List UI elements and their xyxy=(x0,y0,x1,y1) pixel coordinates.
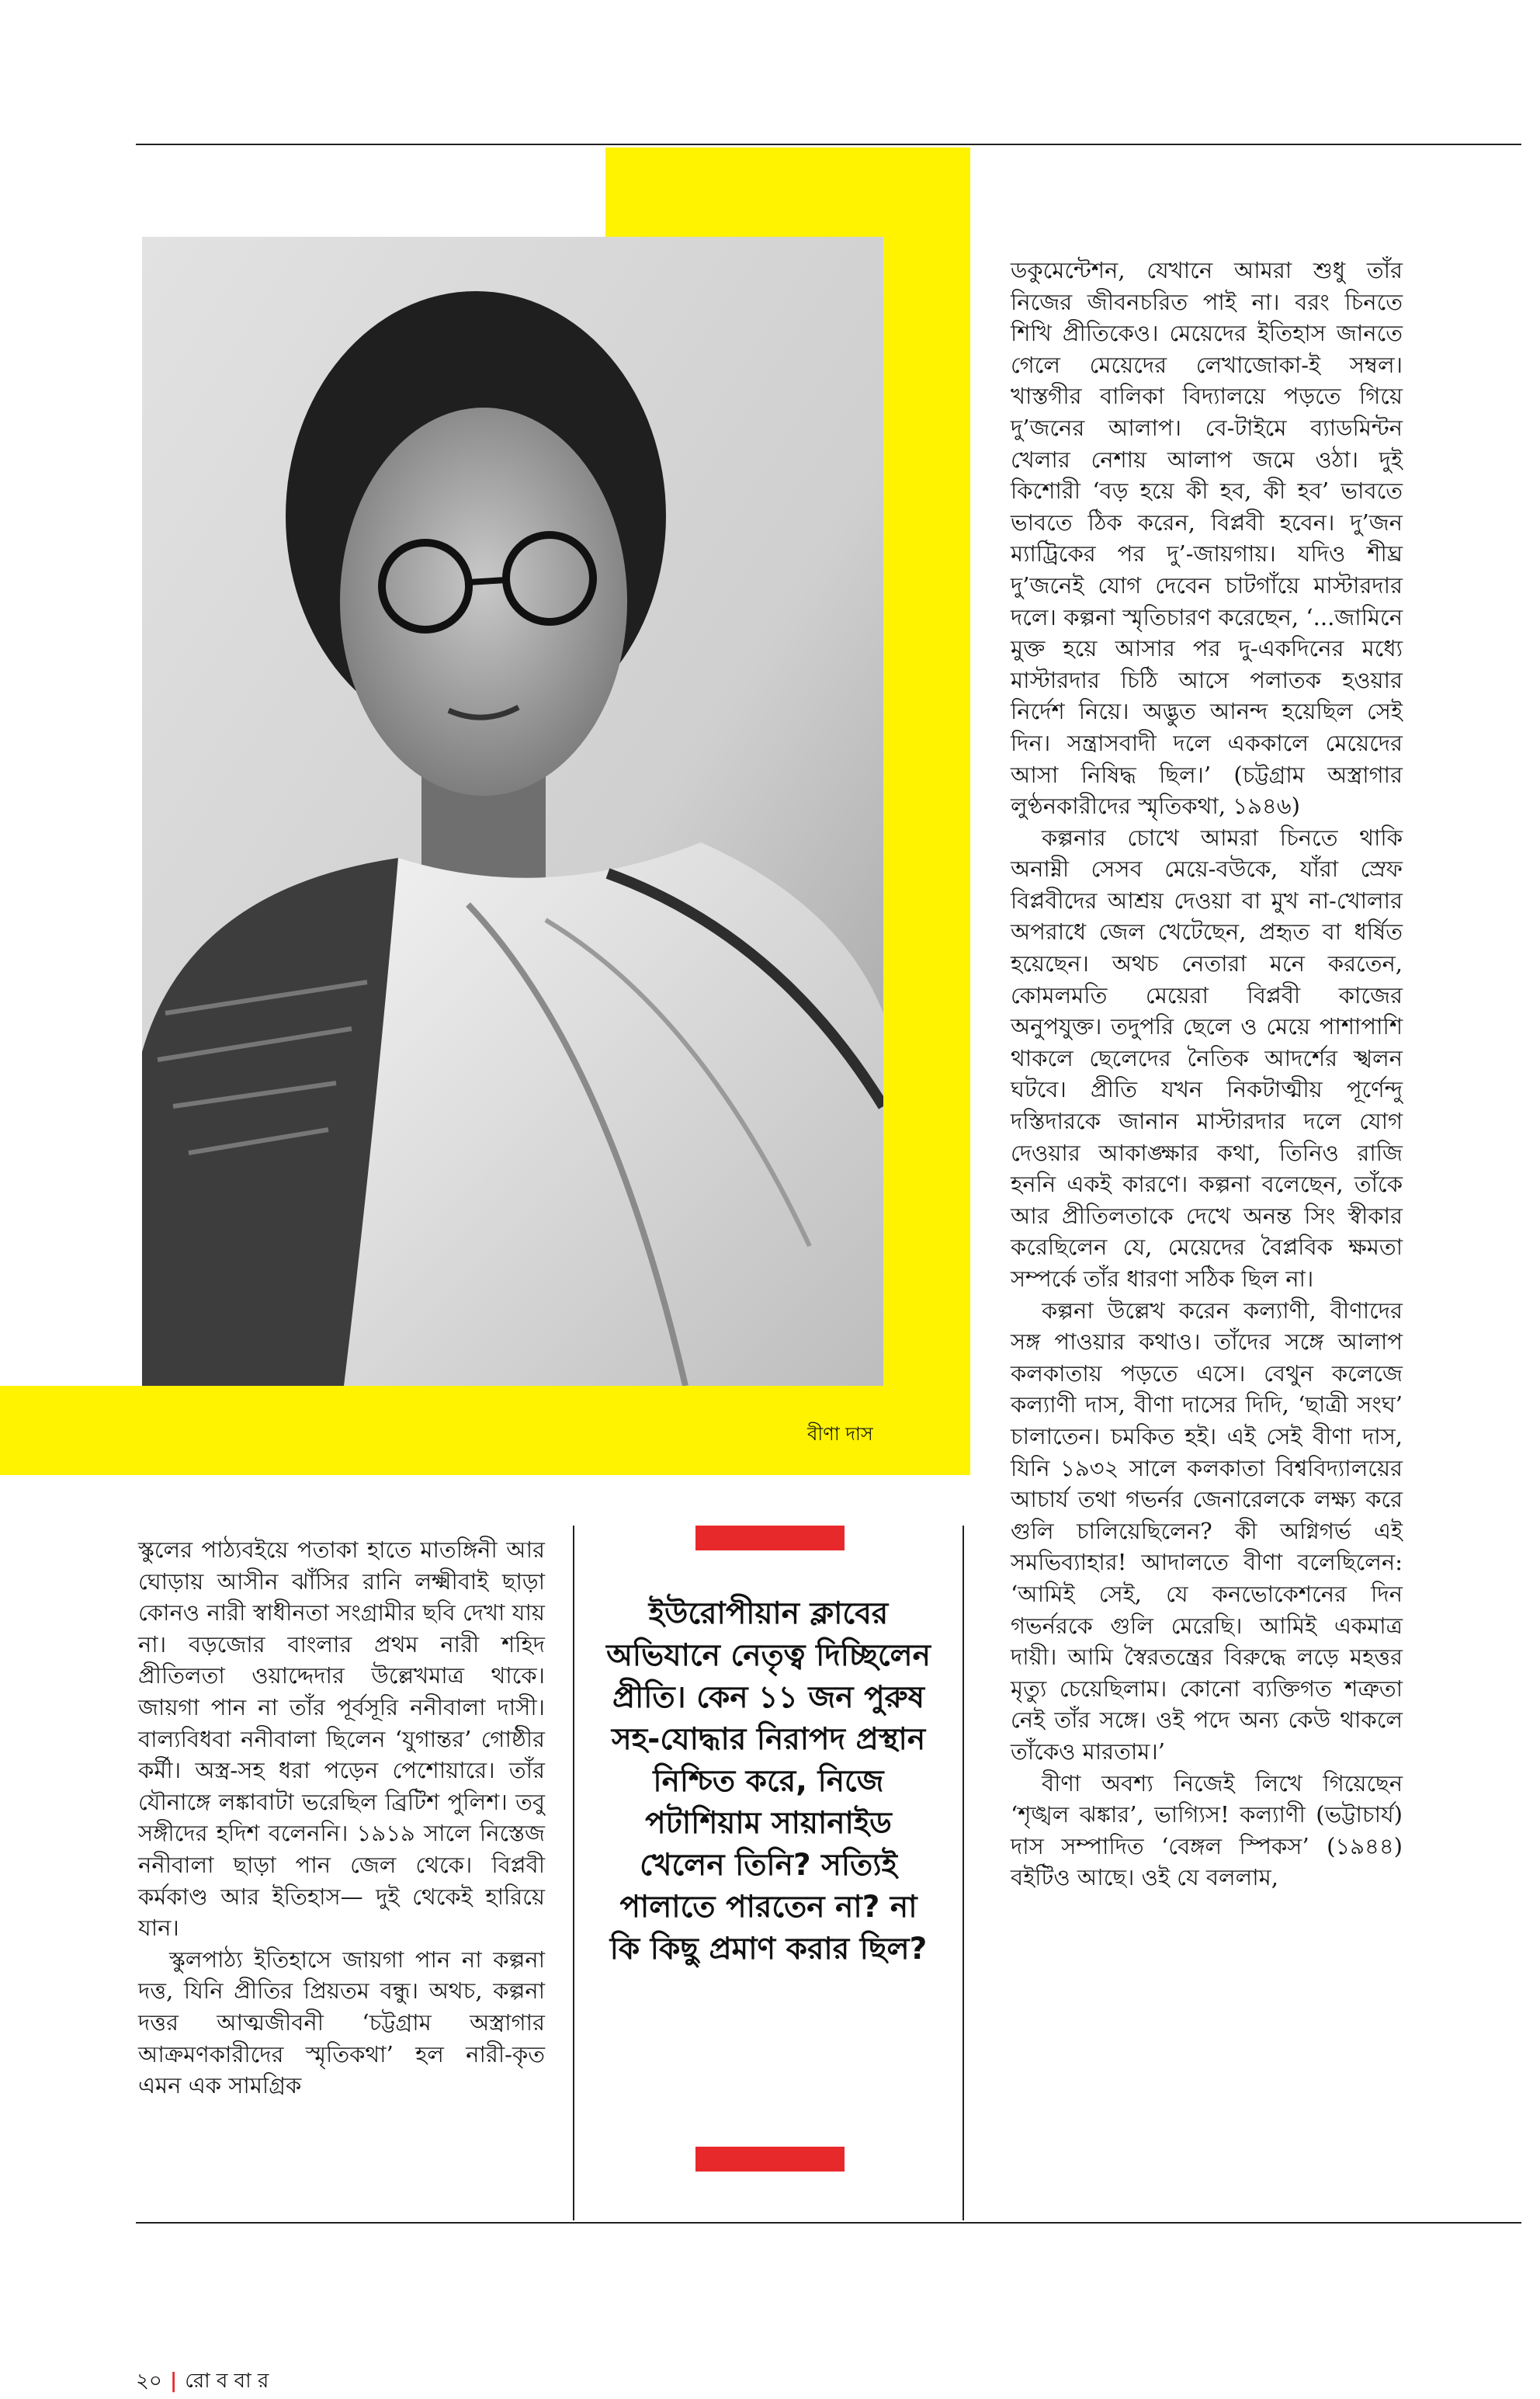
top-rule xyxy=(136,144,1521,145)
article-column-right xyxy=(1011,255,1403,1894)
photo-caption: বীণা দাস xyxy=(807,1423,873,1445)
page-number: ২০ xyxy=(136,2369,162,2393)
pullquote-bar-bottom xyxy=(695,2147,845,2172)
paragraph: স্কুলপাঠ্য ইতিহাসে জায়গা পান না কল্পনা দত্ত, যিনি প্রীতির প্রিয়তম বন্ধু। অথচ, কল্পনা দত্তর আত্মজীবনী ‘চট্টগ্রাম অস্ত্রাগার আক্রমণকারীদের স্মৃতিকথা’ হল নারী-কৃত এমন এক সামগ্রিক xyxy=(138,1946,545,2099)
paragraph: বীণা অবশ্য নিজেই লিখে গিয়েছেন ‘শৃঙ্খল ঝঙ্কার’, ভাগ্যিস! কল্যাণী (ভট্টাচার্য) দাস সম্পাদিত ‘বেঙ্গল স্পিকস’ (১৯৪৪) বইটিও আছে। ওই যে বললাম, xyxy=(1011,1769,1403,1891)
pull-quote: ইউরোপীয়ান ক্লাবের অভিযানে নেতৃত্ব দিচ্ছিলেন প্রীতি। কেন ১১ জন পুরুষ সহ-যোদ্ধার নিরাপদ প্রস্থান নিশ্চিত করে, নিজে পটাশিয়াম সায়ানাইড খেলেন তিনি? সত্যিই পালাতে পারতেন না? না কি কিছু প্রমাণ করার ছিল? xyxy=(606,1596,931,1967)
portrait-photo xyxy=(142,237,883,1386)
column-divider-left xyxy=(573,1526,574,2220)
paragraph: কল্পনার চোখে আমরা চিনতে থাকি অনাম্নী সেসব মেয়ে-বউকে, যাঁরা স্রেফ বিপ্লবীদের আশ্রয় দেওয়া বা মুখ না-খোলার অপরাধে জেল খেটেছেন, প্রহৃত বা ধর্ষিত হয়েছেন। অথচ নেতারা মনে করতেন, কোমলমতি মেয়েরা বিপ্লবী কাজের অনুপযুক্ত। তদুপরি ছেলে ও মেয়ে পাশাপাশি থাকলে ছেলেদের নৈতিক আদর্শের স্খলন ঘটবে। প্রীতি যখন নিকটাত্মীয় পূর্ণেন্দু দস্তিদারকে জানান মাস্টারদার দলে যোগ দেওয়ার আকাঙ্ক্ষার কথা, তিনিও রাজি হননি একই কারণে। কল্পনা বলেছেন, তাঁকে আর প্রীতিলতাকে দেখে অনন্ত সিং স্বীকার করেছিলেন যে, মেয়েদের বৈপ্লবিক ক্ষমতা সম্পর্কে তাঁর ধারণা সঠিক ছিল না। xyxy=(1011,824,1403,1292)
paragraph: ডকুমেন্টেশন, যেখানে আমরা শুধু তাঁর নিজের জীবনচরিত পাই না। বরং চিনতে শিখি প্রীতিকেও। মেয়েদের ইতিহাস জানতে গেলে মেয়েদের লেখাজোকা-ই সম্বল। খাস্তগীর বালিকা বিদ্যালয়ে পড়তে গিয়ে দু’জনের আলাপ। বে-টাইমে ব্যাডমিন্টন খেলার নেশায় আলাপ জমে ওঠা। দুই কিশোরী ‘বড় হয়ে কী হব, কী হব’ ভাবতে ভাবতে ঠিক করেন, বিপ্লবী হবেন। দু’জন ম্যাট্রিকের পর দু’-জায়গায়। যদিও শীঘ্র দু’জনেই যোগ দেবেন চাটগাঁয়ে মাস্টারদার দলে। কল্পনা স্মৃতিচারণ করেছেন, ‘...জামিনে মুক্ত হয়ে আসার পর দু-একদিনের মধ্যে মাস্টারদার চিঠি আসে পলাতক হওয়ার নির্দেশ নিয়ে। অদ্ভুত আনন্দ হয়েছিল সেই দিন। সন্ত্রাসবাদী দলে এককালে মেয়েদের আসা নিষিদ্ধ ছিল।’ (চট্টগ্রাম অস্ত্রাগার লুণ্ঠনকারীদের স্মৃতিকথা, ১৯৪৬) xyxy=(1011,257,1403,820)
column-divider-right xyxy=(962,1526,964,2220)
paragraph: স্কুলের পাঠ্যবইয়ে পতাকা হাতে মাতঙ্গিনী আর ঘোড়ায় আসীন ঝাঁসির রানি লক্ষ্মীবাই ছাড়া কোনও নারী স্বাধীনতা সংগ্রামীর ছবি দেখা যায় না। বড়জোর বাংলার প্রথম নারী শহিদ প্রীতিলতা ওয়াদ্দেদার উল্লেখমাত্র থাকে। জায়গা পান না তাঁর পূর্বসূরি ননীবালা দাসী। বাল্যবিধবা ননীবালা ছিলেন ‘যুগান্তর’ গোষ্ঠীর কর্মী। অস্ত্র-সহ ধরা পড়েন পেশোয়ারে। তাঁর যৌনাঙ্গে লঙ্কাবাটা ভরেছিল ব্রিটিশ পুলিশ। তবু সঙ্গীদের হদিশ বলেননি। ১৯১৯ সালে নিস্তেজ ননীবালা ছাড়া পান জেল থেকে। বিপ্লবী কর্মকাণ্ড আর ইতিহাস— দুই থেকেই হারিয়ে যান। xyxy=(138,1536,545,1942)
magazine-name: রো ব বা র xyxy=(185,2369,269,2393)
footer-separator: | xyxy=(169,2369,178,2393)
page-footer xyxy=(136,2365,269,2399)
article-column-left xyxy=(138,1534,545,2102)
pullquote-bar-top xyxy=(695,1526,845,1550)
bottom-rule xyxy=(136,2222,1521,2224)
paragraph: কল্পনা উল্লেখ করেন কল্যাণী, বীণাদের সঙ্গ পাওয়ার কথাও। তাঁদের সঙ্গে আলাপ কলকাতায় পড়তে এসে। বেথুন কলেজে কল্যাণী দাস, বীণা দাসের দিদি, ‘ছাত্রী সংঘ’ চালাতেন। চমকিত হই। এই সেই বীণা দাস, যিনি ১৯৩২ সালে কলকাতা বিশ্ববিদ্যালয়ের আচার্য তথা গভর্নর জেনারেলকে লক্ষ্য করে গুলি চালিয়েছিলেন? কী অগ্নিগর্ভ এই সমভিব্যাহার! আদালতে বীণা বলেছিলেন: ‘আমিই সেই, যে কনভোকেশনের দিন গভর্নরকে গুলি মেরেছি। আমিই একমাত্র দায়ী। আমি স্বৈরতন্ত্রের বিরুদ্ধে লড়ে মহত্তর মৃত্যু চেয়েছিলাম। কোনো ব্যক্তিগত শত্রুতা নেই তাঁর সঙ্গে। ওই পদে অন্য কেউ থাকলে তাঁকেও মারতাম।’ xyxy=(1011,1297,1403,1765)
portrait-illustration xyxy=(142,237,883,1386)
